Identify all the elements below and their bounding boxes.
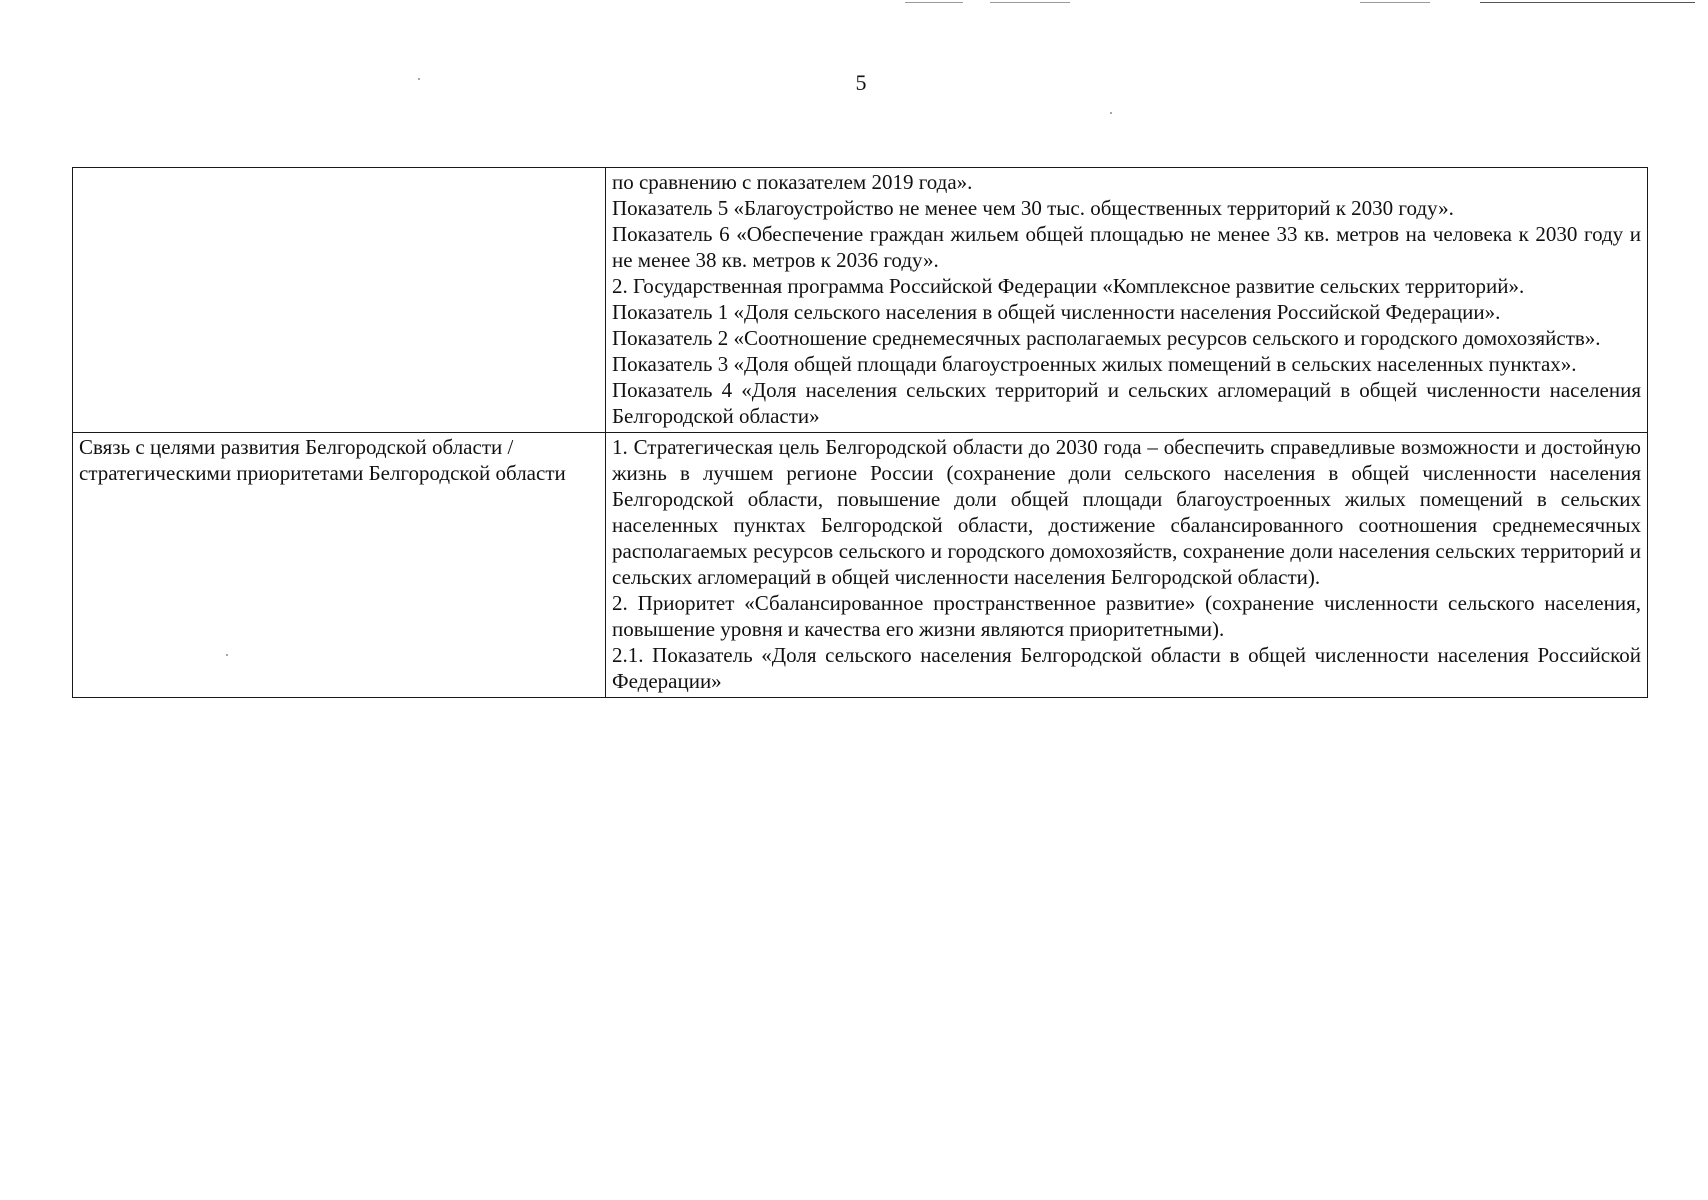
paragraph: 1. Стратегическая цель Белгородской области до 2030 года – обеспечить справедливые возможности и достойную жизнь в лучшем регионе России (сохранение доли сельского населения в общей численности населения Белгородской области, повышение доли общей площади благоустроенных жилых помещений в сельских населенных пунктах Белгородской области, достижение сбалансированного соотношения среднемесячных располагаемых ресурсов сельского и городского домохозяйств, сохранение доли населения сельских территорий и сельских агломераций в общей численности населения Белгородской области). [612, 435, 1641, 589]
row-content-cell [606, 168, 1648, 433]
table-row [73, 168, 1648, 433]
scan-artifact-line [1480, 2, 1695, 3]
row-content-cell [606, 433, 1648, 698]
scan-artifact-line [905, 2, 963, 3]
row-label-cell: Связь с целями развития Белгородской области / стратегическими приоритетами Белгородской области [73, 433, 606, 698]
paragraph: 2. Приоритет «Сбалансированное пространственное развитие» (сохранение численности сельского населения, повышение уровня и качества его жизни являются приоритетными). [612, 591, 1641, 641]
paragraph: 2. Государственная программа Российской Федерации «Комплексное развитие сельских территорий». [612, 274, 1525, 298]
paragraph: Показатель 4 «Доля населения сельских территорий и сельских агломераций в общей численности населения Белгородской области» [612, 378, 1641, 428]
paragraph: Показатель 3 «Доля общей площади благоустроенных жилых помещений в сельских населенных пунктах». [612, 352, 1577, 376]
scan-speck [1110, 112, 1112, 114]
page-number: 5 [855, 70, 867, 95]
table-row [73, 433, 1648, 698]
paragraph: Показатель 6 «Обеспечение граждан жильем общей площадью не менее 33 кв. метров на человека к 2030 году и не менее 38 кв. метров к 2036 году». [612, 222, 1641, 272]
paragraph: 2.1. Показатель «Доля сельского населения Белгородской области в общей численности населения Российской Федерации» [612, 643, 1641, 693]
paragraph: по сравнению с показателем 2019 года». [612, 170, 973, 194]
paragraph: Показатель 1 «Доля сельского населения в общей численности населения Российской Федерации». [612, 300, 1501, 324]
paragraph: Показатель 2 «Соотношение среднемесячных располагаемых ресурсов сельского и городского домохозяйств». [612, 326, 1601, 350]
paragraph: Показатель 5 «Благоустройство не менее чем 30 тыс. общественных территорий к 2030 году». [612, 196, 1454, 220]
document-table [72, 167, 1648, 698]
row-label-cell [73, 168, 606, 433]
scan-artifact-line [990, 2, 1070, 3]
scan-artifact-line [1360, 2, 1430, 3]
